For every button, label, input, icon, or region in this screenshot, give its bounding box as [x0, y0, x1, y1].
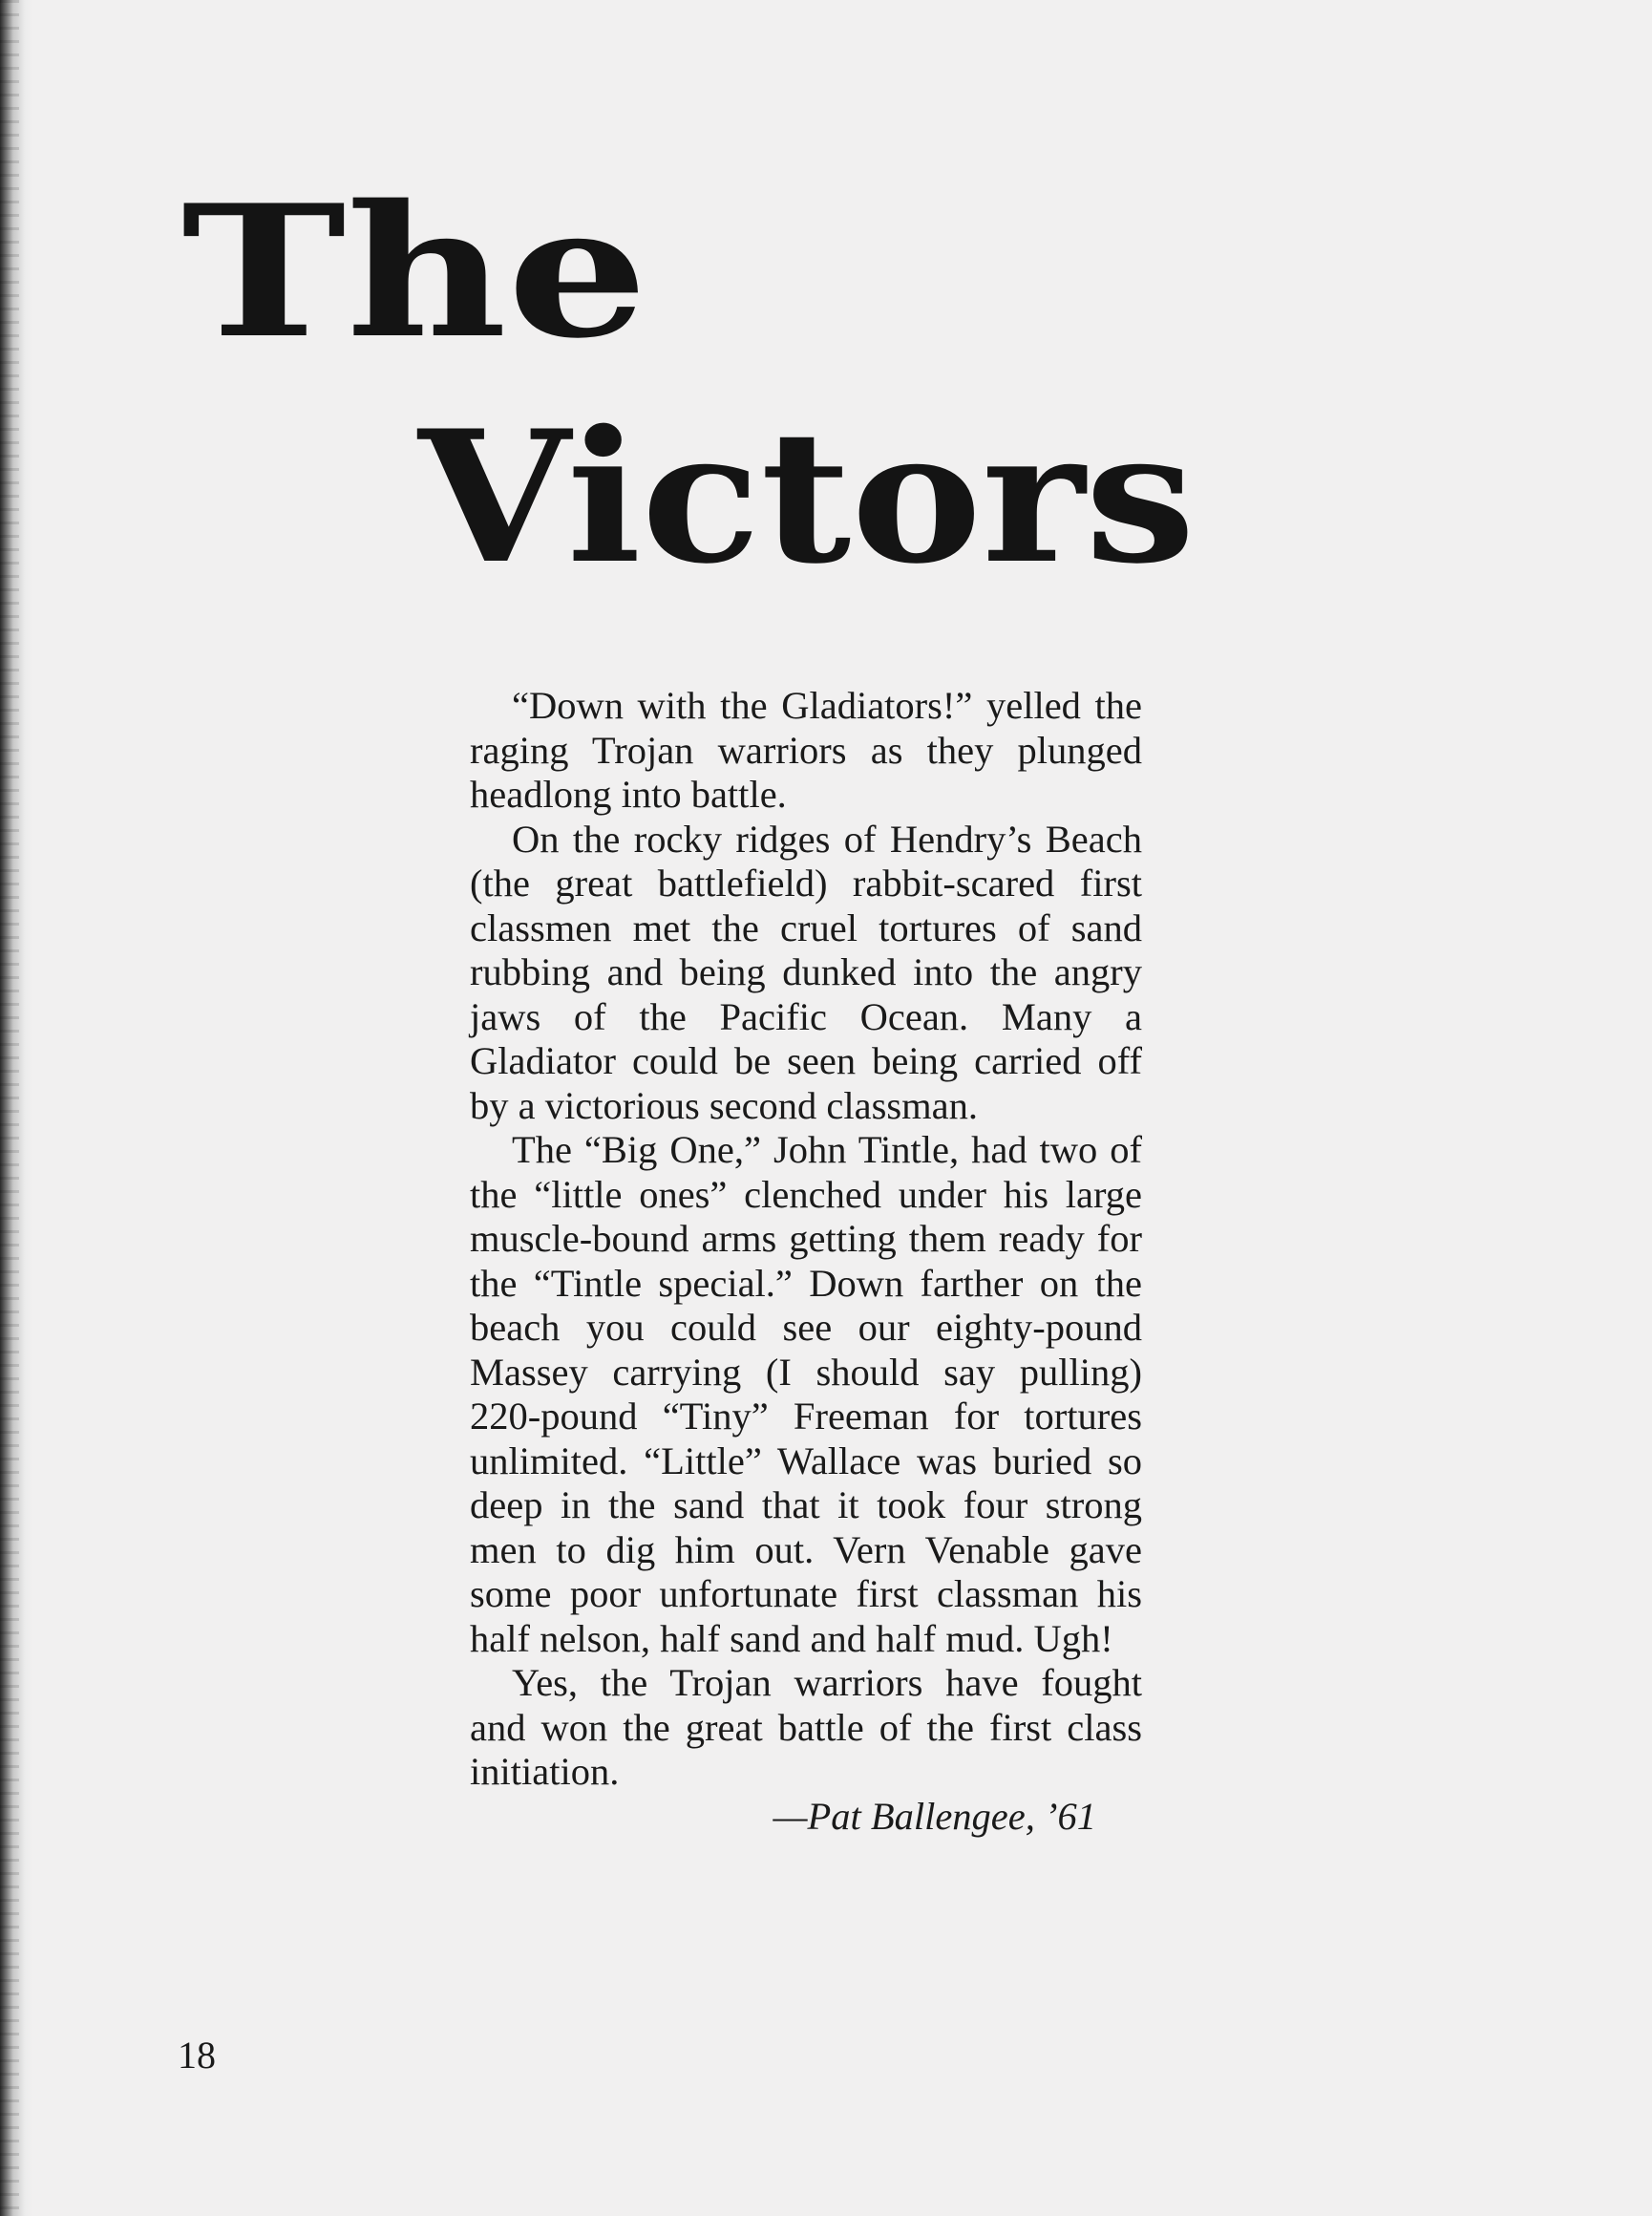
- article-paragraph: On the rocky ridges of Hendry’s Beach (the great battlefield) rabbit-scared first classmen met the cruel tortures of sand rubbing and being dunked into the angry jaws of the Pacific Ocean. Many a Gladiator could be seen being carried off by a victorious second classman.: [470, 817, 1142, 1127]
- title-victors: Victors: [418, 391, 1196, 604]
- page-number: 18: [178, 2034, 216, 2077]
- article-paragraph: Yes, the Trojan warriors have fought and won the great battle of the first class initiation.: [470, 1661, 1142, 1793]
- author-signature: —Pat Ballengee, ’61: [773, 1794, 1096, 1838]
- article-paragraph: “Down with the Gladiators!” yelled the raging Trojan warriors as they plunged headlong into battle.: [470, 684, 1142, 816]
- binding-marks: [0, 0, 19, 2216]
- article-paragraph: The “Big One,” John Tintle, had two of the “little ones” clenched under his large muscle-bound arms getting them ready for the “Tintle special.” Down farther on the beach you could see our eighty-pound Massey carrying (I should say pulling) 220-pound “Tiny” Freeman for tortures unlimited. “Little” Wallace was buried so deep in the sand that it took four strong men to dig him out. Vern Venable gave some poor unfortunate first classman his half nelson, half sand and half mud. Ugh!: [470, 1128, 1142, 1660]
- article-body: [470, 684, 1142, 1839]
- title-the: The: [181, 165, 648, 378]
